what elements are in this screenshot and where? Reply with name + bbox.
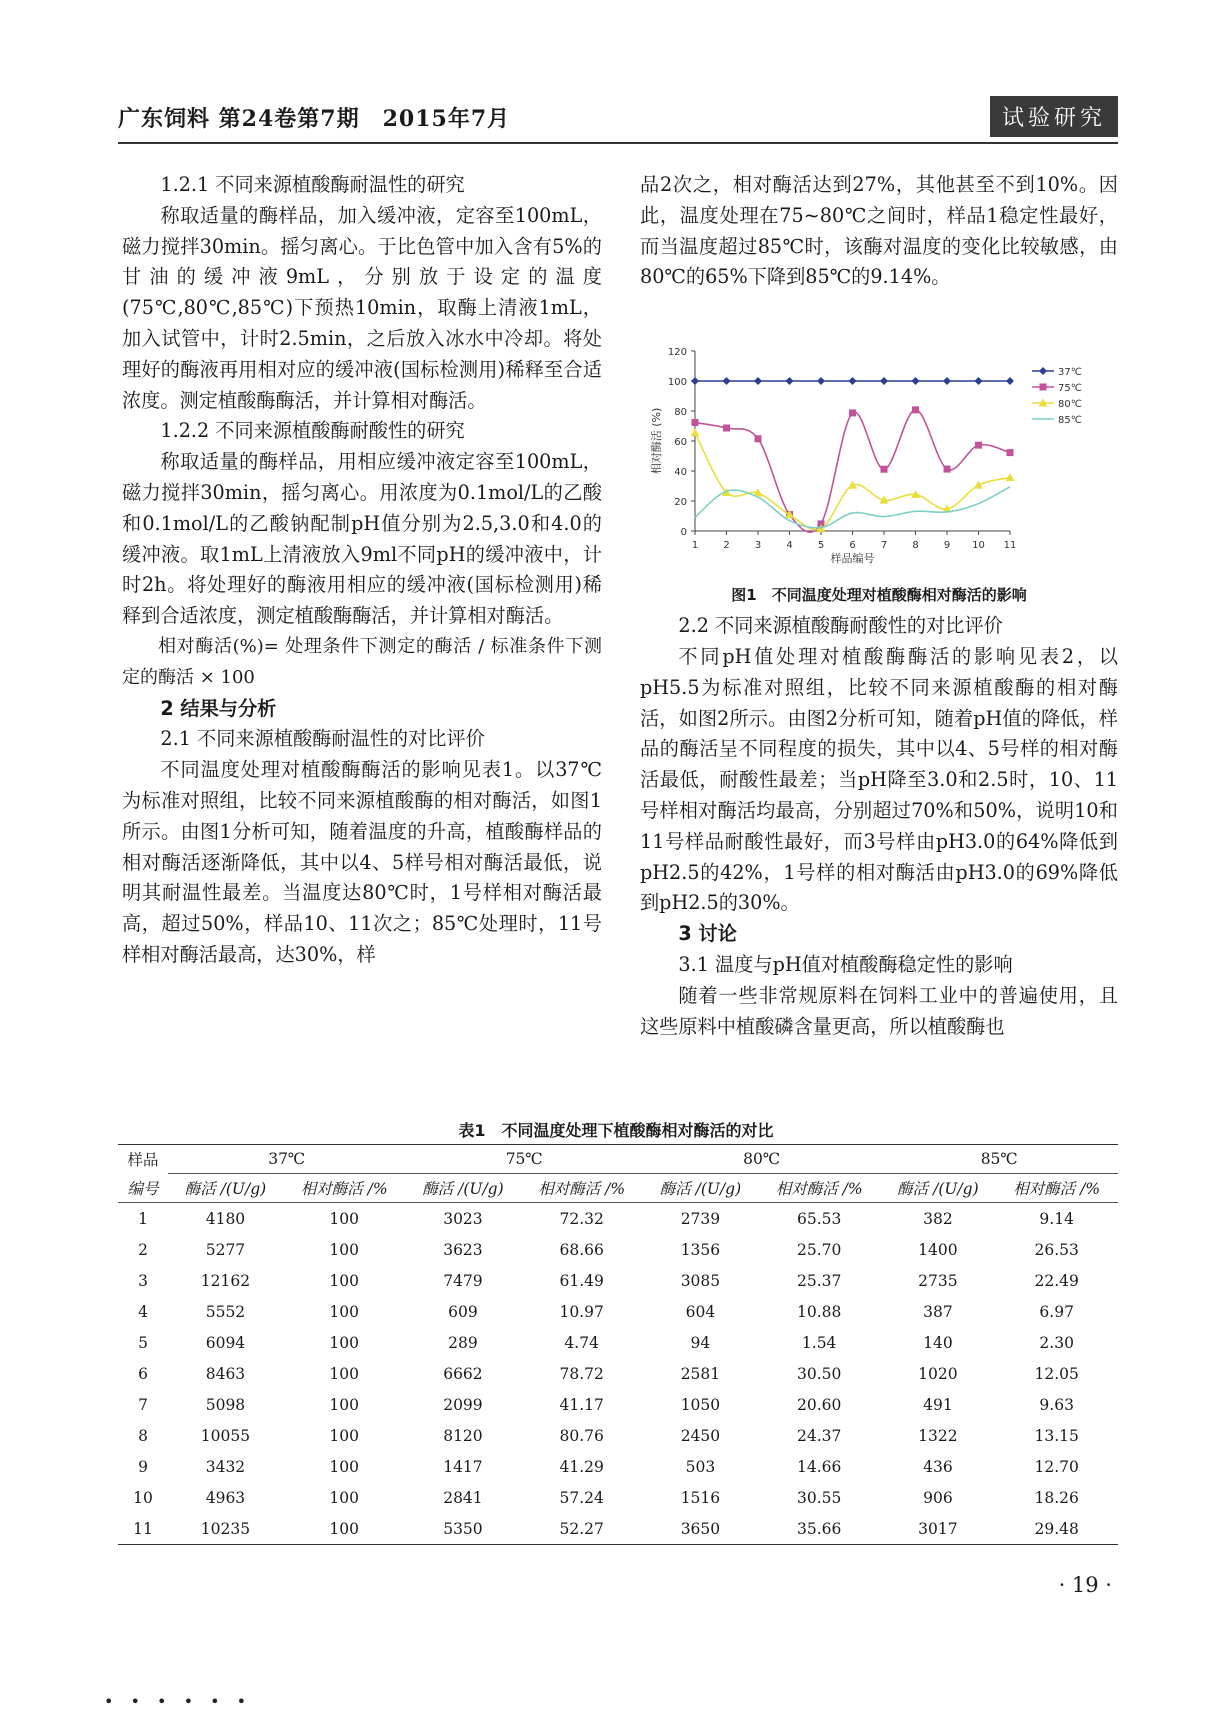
table-cell: 1417 — [443, 1457, 483, 1476]
table-cell: 8 — [138, 1426, 148, 1445]
heading-1-2-2: 1.2.2 不同来源植酸酶耐酸性的研究 — [160, 419, 465, 443]
group-header: 80℃ — [643, 1145, 880, 1174]
table-row — [118, 1513, 1118, 1545]
table-cell: 10235 — [168, 1513, 283, 1545]
series-line-1 — [695, 410, 1010, 532]
paragraph: 品2次之，相对酶活达到27%，其他甚至不到10%。因此，温度处理在75~80℃之间时，样品1稳定性最好，而当温度超过85℃时，该酶对温度的变化比较敏感，由80℃的65%下降到85℃的9.14%。 — [640, 173, 1118, 289]
table-cell: 5277 — [205, 1240, 246, 1259]
data-point — [817, 377, 825, 385]
legend-marker-0 — [1039, 367, 1047, 375]
table-cell: 5552 — [205, 1302, 246, 1321]
table-cell: 78.72 — [559, 1364, 604, 1383]
table-cell: 8120 — [443, 1426, 483, 1445]
data-point — [912, 406, 919, 413]
table-cell: 100 — [329, 1240, 359, 1259]
legend-label-0: 37℃ — [1058, 367, 1082, 378]
table-cell: 436 — [923, 1457, 953, 1476]
table-cell: 7 — [138, 1395, 148, 1414]
table-cell: 3085 — [680, 1271, 721, 1290]
table-cell: 3017 — [880, 1513, 995, 1545]
x-tick-label: 7 — [880, 540, 888, 551]
y-tick-label: 40 — [674, 467, 687, 478]
col-header-activity: 酶活 /(U/g) — [880, 1174, 995, 1203]
page-header — [118, 96, 1118, 140]
table-cell: 1020 — [918, 1364, 958, 1383]
table-cell: 387 — [923, 1302, 953, 1321]
table-cell: 10 — [133, 1488, 153, 1507]
table-cell: 1400 — [918, 1240, 958, 1259]
table-cell: 10.88 — [796, 1302, 842, 1321]
table-cell: 100 — [329, 1271, 359, 1290]
table-cell: 2450 — [680, 1426, 721, 1445]
heading-3: 3 讨论 — [678, 922, 737, 946]
series-line-3 — [695, 487, 1010, 528]
y-tick-label: 120 — [667, 347, 687, 358]
data-point — [723, 377, 731, 385]
table-cell: 80.76 — [559, 1426, 604, 1445]
table-cell: 2739 — [680, 1209, 721, 1228]
table-cell: 7479 — [443, 1271, 483, 1290]
header-rule — [118, 142, 1118, 144]
table-cell: 12.70 — [1034, 1457, 1079, 1476]
table-cell: 491 — [923, 1395, 953, 1414]
paragraph: 称取适量的酶样品，用相应缓冲液定容至100mL，磁力搅拌30min，摇匀离心。用浓度为0.1mol/L的乙酸和0.1mol/L的乙酸钠配制pH值分别为2.5,3.0和4.0的缓冲液。取1mL上清液放入9ml不同pH的缓冲液中，计时2h。将处理好的酶液用相应的缓冲液(国标检测用)稀释到合适浓度，测定植酸酶酶活，并计算相对酶活。 — [122, 450, 602, 628]
col-header-relative: 相对酶活 /% — [758, 1174, 881, 1203]
y-tick-label: 0 — [680, 527, 687, 538]
table-body — [118, 1203, 1118, 1545]
table-cell: 609 — [448, 1302, 478, 1321]
data-point — [912, 377, 920, 385]
table-cell: 3432 — [205, 1457, 246, 1476]
table-cell: 1356 — [680, 1240, 721, 1259]
table-cell: 100 — [329, 1426, 359, 1445]
table-cell: 4 — [138, 1302, 148, 1321]
col-header-id: 编号 — [118, 1174, 168, 1203]
table-cell: 9 — [138, 1457, 148, 1476]
table-cell: 2099 — [443, 1395, 483, 1414]
col-header-activity: 酶活 /(U/g) — [405, 1174, 520, 1203]
heading-2-1: 2.1 不同来源植酸酶耐温性的对比评价 — [160, 727, 485, 751]
x-tick-label: 6 — [849, 540, 856, 551]
table-cell: 29.48 — [995, 1513, 1118, 1545]
table-1 — [118, 1144, 1118, 1545]
data-point — [849, 409, 856, 416]
data-point — [975, 377, 983, 385]
col-header-activity: 酶活 /(U/g) — [643, 1174, 758, 1203]
data-point — [975, 442, 982, 449]
table-cell: 1 — [138, 1209, 148, 1228]
table-cell: 1322 — [918, 1426, 958, 1445]
data-point — [692, 419, 699, 426]
data-point — [943, 377, 951, 385]
table-cell: 100 — [329, 1302, 359, 1321]
table-cell: 4.74 — [564, 1333, 599, 1352]
table-cell: 6662 — [443, 1364, 483, 1383]
table-cell: 5 — [138, 1333, 148, 1352]
table-cell: 10.97 — [559, 1302, 604, 1321]
data-point — [754, 377, 762, 385]
table-cell: 25.37 — [796, 1271, 842, 1290]
table-cell: 10055 — [200, 1426, 251, 1445]
group-header: 85℃ — [880, 1145, 1118, 1174]
table-cell: 604 — [685, 1302, 716, 1321]
table-cell: 8463 — [205, 1364, 246, 1383]
paragraph: 随着一些非常规原料在饲料工业中的普遍使用，且这些原料中植酸磷含量更高，所以植酸酶也 — [640, 983, 1118, 1038]
x-tick-label: 2 — [723, 540, 730, 551]
table-cell: 2 — [138, 1240, 148, 1259]
table-row — [118, 1420, 1118, 1451]
table-cell: 11 — [118, 1513, 168, 1545]
legend-marker-1 — [1040, 384, 1047, 391]
table-cell: 100 — [329, 1488, 359, 1507]
table-cell: 2735 — [918, 1271, 958, 1290]
table-row — [118, 1451, 1118, 1482]
x-tick-label: 8 — [912, 540, 919, 551]
paragraph: 称取适量的酶样品，加入缓冲液，定容至100mL，磁力搅拌30min。摇匀离心。于比色管中加入含有5%的甘油的缓冲液9mL，分别放于设定的温度(75℃,80℃,85℃)下预热10min，取酶上清液1mL，加入试管中，计时2.5min，之后放入冰水中冷却。将处理好的酶液再用相对应的缓冲液(国标检测用)稀释至合适浓度。测定植酸酶酶活，并计算相对酶活。 — [122, 203, 602, 412]
data-point — [974, 481, 983, 489]
table-cell: 22.49 — [1034, 1271, 1079, 1290]
table-cell: 100 — [283, 1513, 406, 1545]
table-cell: 100 — [329, 1364, 359, 1383]
table-cell: 100 — [329, 1333, 359, 1352]
table-cell: 2841 — [443, 1488, 483, 1507]
data-point — [1006, 473, 1015, 481]
table-cell: 3023 — [443, 1209, 483, 1228]
table-row — [118, 1296, 1118, 1327]
table-cell: 6 — [138, 1364, 148, 1383]
table-cell: 6.97 — [1039, 1302, 1074, 1321]
table-cell: 3650 — [643, 1513, 758, 1545]
table-cell: 68.66 — [559, 1240, 604, 1259]
y-axis-label: 相对酶活 (%) — [650, 407, 663, 475]
footer-dots: • • • • • • — [104, 1692, 253, 1711]
table-cell: 1516 — [680, 1488, 721, 1507]
table-cell: 9.63 — [1039, 1395, 1074, 1414]
group-header: 37℃ — [168, 1145, 405, 1174]
x-axis-label: 样品编号 — [830, 552, 875, 565]
table-cell: 3 — [138, 1271, 148, 1290]
section-tag: 试验研究 — [990, 96, 1118, 137]
table-cell: 41.29 — [559, 1457, 604, 1476]
x-tick-label: 5 — [817, 540, 825, 551]
page-number: · 19 · — [1058, 1573, 1112, 1597]
legend-label-1: 75℃ — [1058, 383, 1082, 394]
table-cell: 24.37 — [796, 1426, 842, 1445]
table-cell: 9.14 — [1039, 1209, 1074, 1228]
figure-1-line-chart — [640, 322, 1118, 620]
col-header-activity: 酶活 /(U/g) — [168, 1174, 283, 1203]
group-header: 75℃ — [405, 1145, 642, 1174]
table-cell: 18.26 — [1034, 1488, 1079, 1507]
heading-3-1: 3.1 温度与pH值对植酸酶稳定性的影响 — [678, 952, 1013, 976]
col-header-relative: 相对酶活 /% — [283, 1174, 406, 1203]
table-cell: 72.32 — [559, 1209, 604, 1228]
heading-1-2-1: 1.2.1 不同来源植酸酶耐温性的研究 — [160, 173, 465, 196]
paragraph: 不同温度处理对植酸酶酶活的影响见表1。以37℃为标准对照组，比较不同来源植酸酶的相对酶活，如图1所示。由图1分析可知，随着温度的升高，植酸酶样品的相对酶活逐渐降低，其中以4、5样号相对酶活最低，说明其耐温性最差。当温度达80℃时，1号样相对酶活最高，超过50%，样品10、11次之；85℃处理时，11号样相对酶活最高，达30%，样 — [122, 758, 602, 966]
table-cell: 25.70 — [796, 1240, 842, 1259]
table-cell: 30.55 — [796, 1488, 842, 1507]
table-cell: 61.49 — [559, 1271, 604, 1290]
table-cell: 2581 — [680, 1364, 721, 1383]
data-point — [1007, 449, 1014, 456]
table-cell: 906 — [923, 1488, 953, 1507]
table-cell: 12.05 — [1034, 1364, 1079, 1383]
table-cell: 6094 — [205, 1333, 246, 1352]
table-cell: 30.50 — [796, 1364, 842, 1383]
table-row — [118, 1203, 1118, 1235]
y-tick-label: 60 — [674, 437, 687, 448]
table-cell: 100 — [329, 1395, 359, 1414]
data-point — [691, 377, 699, 385]
data-point — [691, 428, 700, 436]
x-tick-label: 9 — [943, 540, 951, 551]
data-point — [723, 425, 730, 432]
y-tick-label: 80 — [674, 407, 687, 418]
heading-2: 2 结果与分析 — [160, 696, 277, 720]
data-point — [944, 466, 951, 473]
col-header-relative: 相对酶活 /% — [520, 1174, 643, 1203]
table-row — [118, 1389, 1118, 1420]
table-cell: 503 — [685, 1457, 716, 1476]
table-cell: 52.27 — [520, 1513, 643, 1545]
left-column — [122, 170, 602, 971]
table-cell: 5098 — [205, 1395, 246, 1414]
table-cell: 4180 — [205, 1209, 246, 1228]
x-tick-label: 3 — [754, 540, 762, 551]
table-cell: 14.66 — [796, 1457, 842, 1476]
data-point — [849, 377, 857, 385]
data-point — [1006, 377, 1014, 385]
table-cell: 65.53 — [796, 1209, 842, 1228]
table-cell: 2.30 — [1039, 1333, 1074, 1352]
x-tick-label: 10 — [972, 540, 985, 551]
paragraph: 不同pH值处理对植酸酶酶活的影响见表2，以pH5.5为标准对照组，比较不同来源植酸酶的相对酶活，如图2所示。由图2分析可知，随着pH值的降低，样品的酶活呈不同程度的损失，其中以4、5号样的相对酶活最低，耐酸性最差；当pH降至3.0和2.5时，10、11号样相对酶活均最高，分别超过70%和50%，说明10和11号样品耐酸性最好，而3号样由pH3.0的64%降低到pH2.5的42%，1号样的相对酶活由pH3.0的69%降低到pH2.5的30%。 — [640, 644, 1118, 915]
formula: 相对酶活(%)= 处理条件下测定的酶活 / 标准条件下测定的酶活 × 100 — [122, 635, 602, 688]
table-cell: 100 — [329, 1209, 359, 1228]
table-cell: 1.54 — [801, 1333, 837, 1352]
y-tick-label: 20 — [674, 497, 687, 508]
table-cell: 13.15 — [1034, 1426, 1079, 1445]
table-row — [118, 1482, 1118, 1513]
table-row — [118, 1265, 1118, 1296]
table-row — [118, 1358, 1118, 1389]
table-cell: 5350 — [405, 1513, 520, 1545]
table-cell: 382 — [923, 1209, 953, 1228]
table-cell: 289 — [448, 1333, 478, 1352]
legend-label-2: 80℃ — [1058, 399, 1082, 410]
table-cell: 12162 — [200, 1271, 251, 1290]
data-point — [755, 435, 762, 442]
data-point — [880, 377, 888, 385]
x-tick-label: 4 — [786, 540, 793, 551]
figure-caption: 图1 不同温度处理对植酸酶相对酶活的影响 — [731, 586, 1027, 604]
table-cell: 1050 — [680, 1395, 721, 1414]
heading-2-2: 2.2 不同来源植酸酶耐酸性的对比评价 — [678, 614, 1003, 638]
col-header-sample: 样品 — [118, 1145, 168, 1174]
table-cell: 26.53 — [1034, 1240, 1079, 1259]
table-cell: 41.17 — [559, 1395, 604, 1414]
data-point — [881, 466, 888, 473]
table-cell: 100 — [329, 1457, 359, 1476]
table-cell: 20.60 — [796, 1395, 842, 1414]
table-caption: 表1 不同温度处理下植酸酶相对酶活的对比 — [458, 1121, 774, 1140]
data-point — [786, 377, 794, 385]
table-cell: 94 — [690, 1333, 711, 1352]
legend-label-3: 85℃ — [1058, 415, 1082, 426]
table-cell: 3623 — [443, 1240, 483, 1259]
x-tick-label: 1 — [691, 540, 699, 551]
x-tick-label: 11 — [1003, 540, 1017, 551]
table-row — [118, 1327, 1118, 1358]
col-header-relative: 相对酶活 /% — [995, 1174, 1118, 1203]
journal-title: 广东饲料 第24卷第7期 2015年7月 — [118, 106, 511, 132]
table-cell: 140 — [923, 1333, 953, 1352]
table-row — [118, 1234, 1118, 1265]
y-tick-label: 100 — [667, 377, 687, 388]
table-cell: 57.24 — [559, 1488, 604, 1507]
table-cell: 35.66 — [758, 1513, 881, 1545]
table-cell: 4963 — [205, 1488, 246, 1507]
